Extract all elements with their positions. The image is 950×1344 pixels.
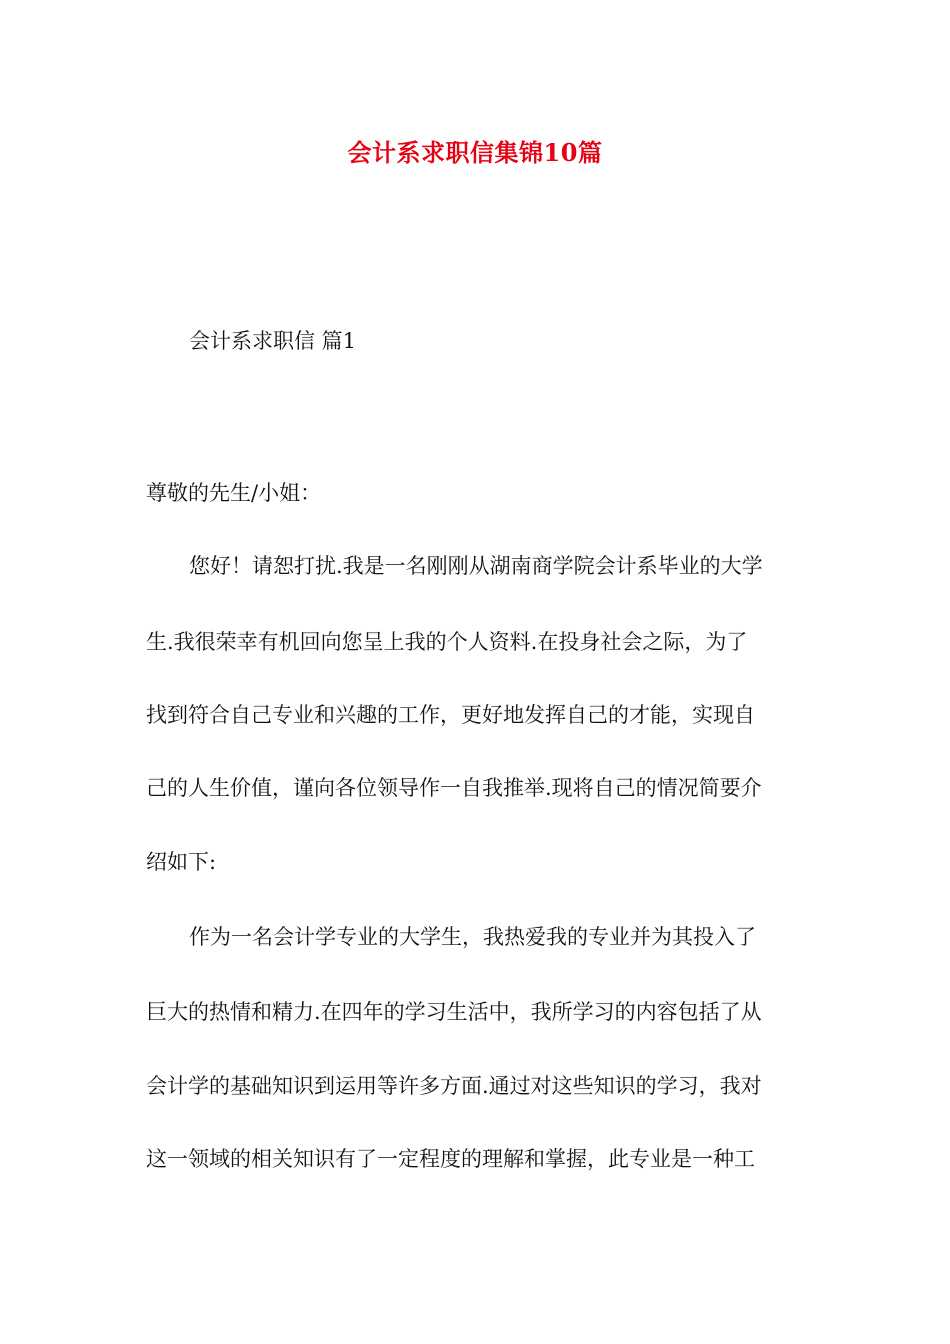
document-title: 会计系求职信集锦10篇 bbox=[347, 138, 603, 167]
paragraph-line: 您好！请恕打扰.我是一名刚刚从湖南商学院会计系毕业的大学 bbox=[189, 554, 763, 578]
salutation: 尊敬的先生/小姐： bbox=[146, 481, 322, 505]
paragraph-line: 作为一名会计学专业的大学生，我热爱我的专业并为其投入了 bbox=[189, 925, 756, 949]
paragraph-line: 会计学的基础知识到运用等许多方面.通过对这些知识的学习，我对 bbox=[146, 1074, 762, 1098]
section-heading: 会计系求职信 篇1 bbox=[189, 329, 357, 353]
paragraph-line: 绍如下: bbox=[146, 850, 217, 874]
paragraph-line: 己的人生价值，谨向各位领导作一自我推举.现将自己的情况简要介 bbox=[146, 776, 762, 800]
paragraph-line: 这一领域的相关知识有了一定程度的理解和掌握，此专业是一种工 bbox=[146, 1147, 755, 1171]
paragraph-line: 找到符合自己专业和兴趣的工作，更好地发挥自己的才能，实现自 bbox=[146, 703, 755, 727]
paragraph-line: 巨大的热情和精力.在四年的学习生活中，我所学习的内容包括了从 bbox=[146, 1000, 762, 1024]
paragraph-line: 生.我很荣幸有机回向您呈上我的个人资料.在投身社会之际，为了 bbox=[146, 630, 748, 654]
